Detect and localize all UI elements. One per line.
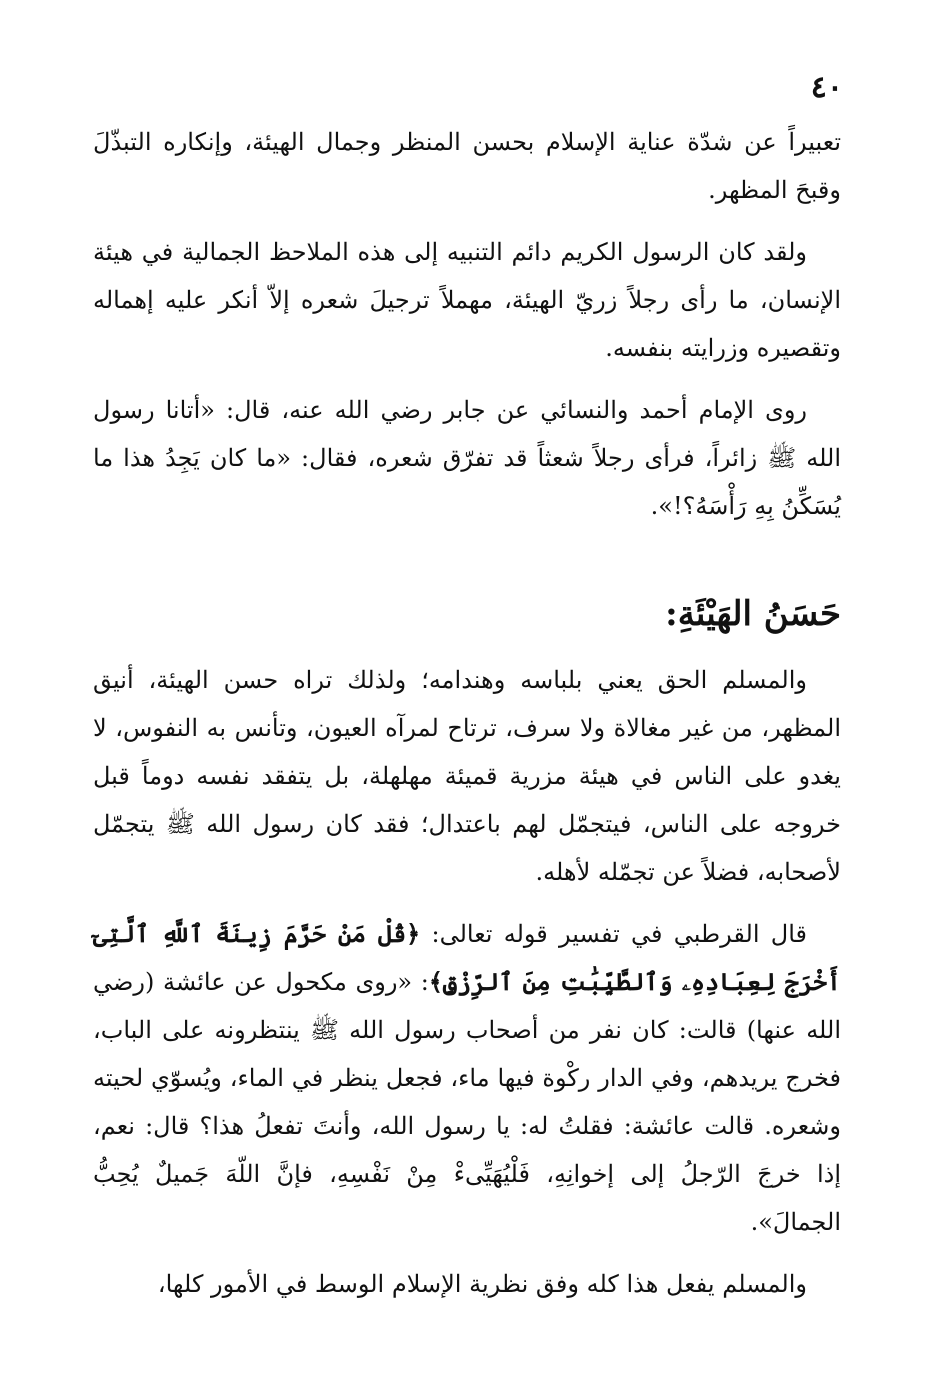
paragraph-3: روى الإمام أحمد والنسائي عن جابر رضي الله عنه، قال: «أتانا رسول الله ﷺ زائراً، فرأى رجلاً شعثاً قد تفرّق شعره، فقال: «ما كان يَجِدُ هذا ما يُسَكِّنُ بِهِ رَأْسَهُ؟!». [93, 396, 841, 520]
page-number: ٤٠ [810, 70, 843, 105]
paragraph-2: ولقد كان الرسول الكريم دائم التنبيه إلى هذه الملاحظ الجمالية في هيئة الإنسان، ما رأى رجلاً زريّ الهيئة، مهملاً ترجيلَ شعره إلاّ أنكر عليه إهماله وتقصيره وزرايته بنفسه. [93, 238, 841, 362]
quote-body: : «روى مكحول عن عائشة (رضي الله عنها) قالت: كان نفر من أصحاب رسول الله ﷺ ينتظرونه على الباب، فخرج يريدهم، وفي الدار ركْوة فيها ماء، فجعل ينظر في الماء، ويُسوّي لحيته وشعره. قالت عائشة: فقلتُ له: يا رسول الله، وأنتَ تفعلُ هذا؟ قال: نعم، إذا خرجَ الرّجلُ إلى إخوانِهِ، فَلْيُهَيِّىءْ مِنْ نَفْسِهِ، فإنَّ اللّهَ جَميلٌ يُحِبُّ الجمالَ». [93, 968, 841, 1236]
paragraph-4: والمسلم الحق يعني بلباسه وهندامه؛ ولذلك تراه حسن الهيئة، أنيق المظهر، من غير مغالاة ولا سرف، ترتاح لمرآه العيون، وتأنس به النفوس، لا يغدو على الناس في هيئة مزرية قميئة مهلهلة، بل يتفقد نفسه دوماً قبل خروجه على الناس، فيتجمّل لهم باعتدال؛ فقد كان رسول الله ﷺ يتجمّل لأصحابه، فضلاً عن تجمّله لأهله. [93, 666, 841, 886]
quran-verse: ﴿قُلْ مَنْ حَرَّمَ زِينَةَ ٱللَّهِ ٱلَّتِىٓ أَخْرَجَ لِعِبَادِهِۦ وَٱلطَّيِّبَٰتِ مِنَ ٱلرِّزْقِ﴾ [93, 919, 841, 996]
paragraph-1: تعبيراً عن شدّة عناية الإسلام بحسن المنظر وجمال الهيئة، وإنكاره التبذّلَ وقبحَ المظهر. [93, 128, 841, 204]
quote-prefix: قال القرطبي في تفسير قوله تعالى: [420, 920, 808, 948]
section-heading: حَسَنُ الهَيْئَةِ: [665, 594, 841, 634]
paragraph-6: والمسلم يفعل هذا كله وفق نظرية الإسلام الوسط في الأمور كلها، [157, 1270, 807, 1298]
paragraph-5 [93, 910, 841, 1246]
page-content [93, 118, 841, 1322]
